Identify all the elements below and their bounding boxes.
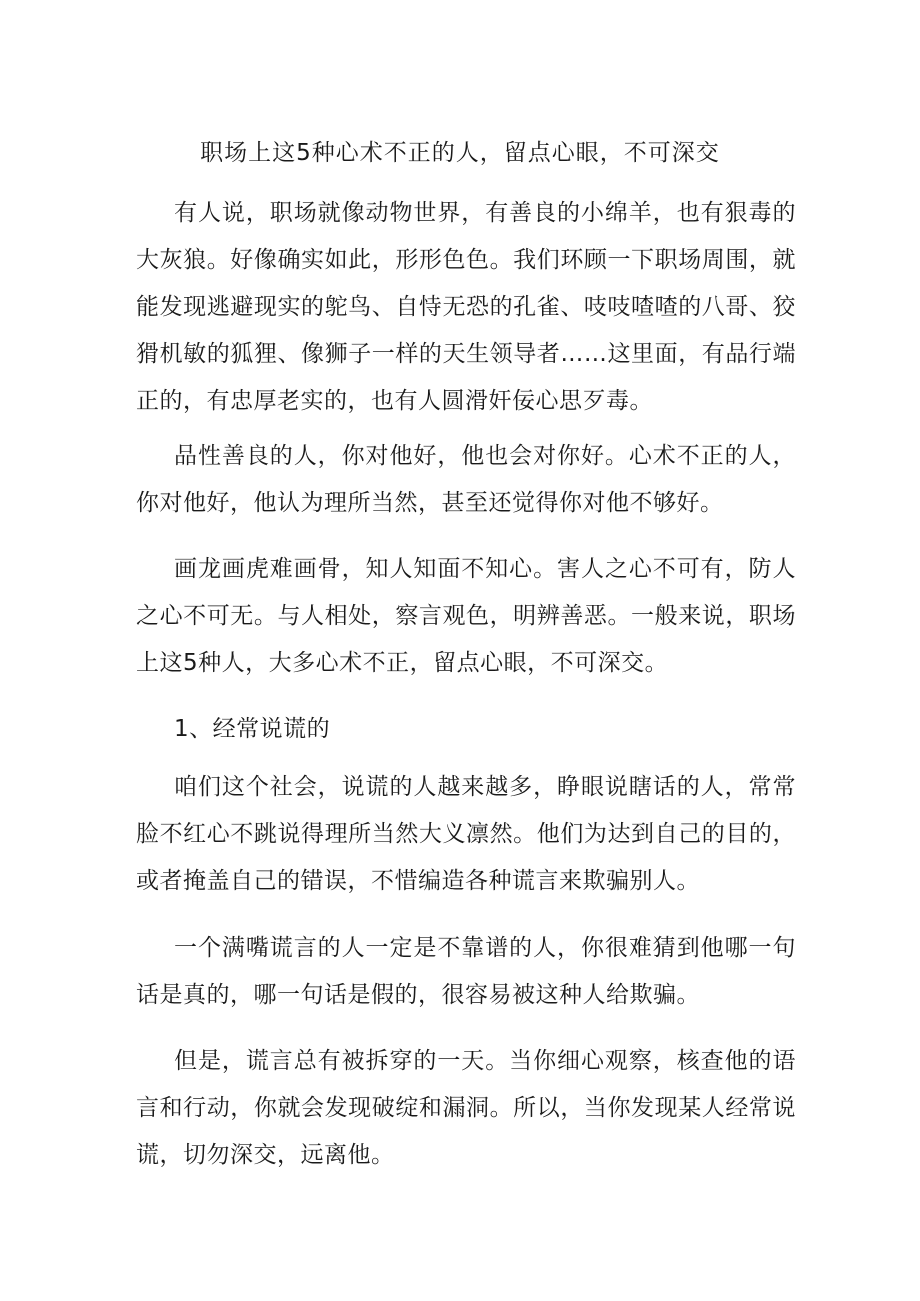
section-1-paragraph-2: 一个满嘴谎言的人一定是不靠谱的人，你很难猜到他哪一句话是真的，哪一句话是假的，很容易被这种人给欺骗。: [136, 935, 796, 1008]
section-1-paragraph-3: 但是，谎言总有被拆穿的一天。当你细心观察，核查他的语言和行动，你就会发现破绽和漏洞。所以，当你发现某人经常说谎，切勿深交，远离他。: [136, 1048, 796, 1168]
section-1-paragraph-1: 咱们这个社会，说谎的人越来越多，睁眼说瞎话的人，常常脸不红心不跳说得理所当然大义凛然。他们为达到自己的目的，或者掩盖自己的错误，不惜编造各种谎言来欺骗别人。: [136, 774, 796, 894]
document-title: 职场上这5种心术不正的人，留点心眼，不可深交: [200, 140, 720, 166]
intro-paragraph-3: 画龙画虎难画骨，知人知面不知心。害人之心不可有，防人之心不可无。与人相处，察言观色，明辨善恶。一般来说，职场上这5种人，大多心术不正，留点心眼，不可深交。: [136, 556, 796, 676]
intro-paragraph-2: 品性善良的人，你对他好，他也会对你好。心术不正的人，你对他好，他认为理所当然，甚至还觉得你对他不够好。: [136, 443, 796, 516]
section-1-heading: 1、经常说谎的: [174, 716, 331, 742]
intro-paragraph-1: 有人说，职场就像动物世界，有善良的小绵羊，也有狠毒的大灰狼。好像确实如此，形形色色。我们环顾一下职场周围，就能发现逃避现实的鸵鸟、自恃无恐的孔雀、吱吱喳喳的八哥、狡猾机敏的狐狸、像狮子一样的天生领导者……这里面，有品行端正的，有忠厚老实的，也有人圆滑奸佞心思歹毒。: [136, 200, 796, 414]
